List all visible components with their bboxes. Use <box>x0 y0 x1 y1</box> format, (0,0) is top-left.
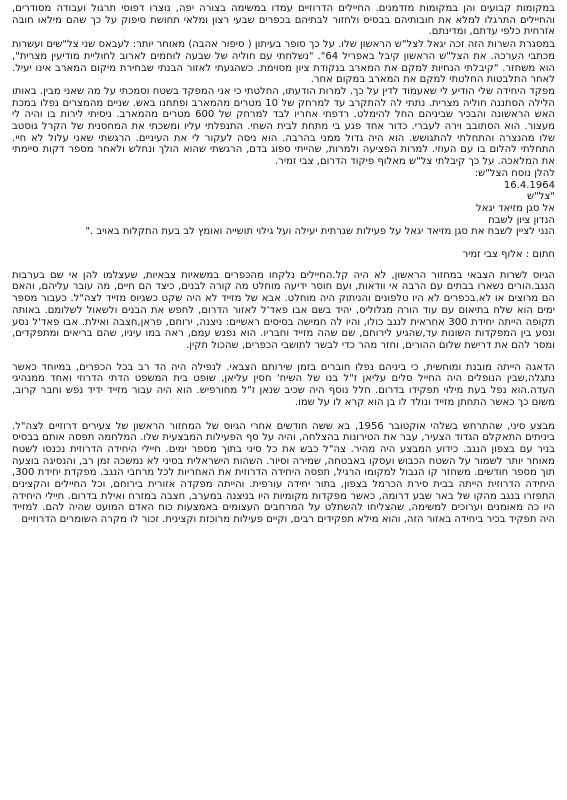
paragraph-first-citation-story: במסגרת השרות הזה זכה יגאל לצל"ש הראשון שלו. על כך סופר בעיתון ( סיפור אהבה) מאוחר יותר: לעבאס שני צל"שים ועשרות מכתבי הערכה. את הצל"ש הראשון קיבל באפריל 64". "נשלחתי עם חוליה של שבעה לוחמים לארוב לחוליית מודיעין מצרית", הוא משחזר. "קיבלתי הנחיות למקם את המארב בנקודת ציון מסוימת. כשהגעתי לאזור הבנתי שבחירת מיקום המארב אינו יעיל. לאחר התלבטות החלטתי למקם את המארב במקום אחר. <box>12 39 555 86</box>
paragraph-training: במקומות קבועים והן במקומות מזדמנים. החיילים הדרוזיים עמדו במשימה בצורה יפה, נוצרו דפוסי תרגול ועבודה מסודרים, והחיילים התרגלו למלא את חובותיהם בבסיס ולחזור לבתיהם בכפרים שבעי רצון ומלאי תחושת סיפוק על כך שהם מילאו חובה אזרחית כלפי עדתם, ומדינתם. <box>12 3 555 38</box>
paragraph-fallen-soldiers: הדאגה הייתה מובנת ומוחשית, כי ביניהם נפלו חוברים בזמן שירותם הצבאי. לנפילה היה הד רב בכל הכפרים, במיוחד כאשר נתגלה,שבין הנופלים היה החייל סלים עליאן ז"ל בנו של השיח' חסין עליאן, שופט בית המשפט הדתי הדרוזי ואחד ממנהיגי העדה.הוא נפל בעת מילוי תפקידו בדרום. חלל נוסף היה שכיב שנאן ז"ל מחורפיש. הוא היה עבור מזייד ידיד נפש וחבר קרוב, משום כך כאשר התחתן מזייד ונולד לו בן הוא קרא לו על שמו. <box>12 361 555 408</box>
citation-text <box>12 168 555 238</box>
citation-subject: הנדון ציון לשבח <box>488 214 555 226</box>
citation-date: 16.4.1964 <box>503 179 555 191</box>
paragraph-sinai-campaign: מבצע סיני, שהתרחש בשלהי אוקטובר 1956, בא ששה חודשים אחרי הגיוס של המחזור הראשון של צעירים דרוזיים לצה"ל. ביניתים התאקלם הגדוד הצעיר, עבר את הטירונות בהצלחה, והיה על סף הפעילות המבצעית שלו. המלחמה תפסה אותם בבסיס בניר עם בצפון הנגב. כידוע המבצע היה מהיר. צה"ל כבש את כל סיני בתוך מספר ימים. חיילי היחידה הדרוזית נכנסו לשטח מאוחר יותר לשמור על השטח הכבוש ועסקו באבטחה, שמירה וסיור. השהות הישראלית בסיני לא נמשכה זמן רב, והנסיגה בוצעה תוך מספר חודשים. משחזר קו הגבול למקומו הרגיל, תפסה היחידה הדרוזית את האחריות לכל מרחבי הנגב. מפקדת יחידת 300, היחידה הדרוזית הייתה בבית סירת הכרמל בצפון, בתור יחידה עורפית. והייתה מפקדה אזורית בירוחם, וכל החיילים והקצינים התפזרו בנגב מהקו של באר שבע דרומה, כאשר מפקדות מקומיות היו בניצנה במערב, חצבה במזרח ואילת בדרום. חיילי היחידה היו כה מאומנים וערוכים למשימה, שהצליחו להשתלט על המרחבים העצומים באמצעות כוח האדם המועט שהיה להם. למזייד היה תפקיד בכיר ביחידה באזור הזה, והוא מילא תפקידים רבים, וקיים פעילות מרוכזת וקצינית. זכור לו מקרה השומרים הדרוזיים <box>12 420 555 526</box>
paragraph-first-draft: הגיוס לשרות הצבאי במחזור הראשון, לא היה קל.החיילים נלקחו מהכפרים במשאיות צבאיות, שעצלמו להן אי שם בערבות הנגב.הורים נשארו בבתים עם הרבה אי וודאות, ועם חוסר ידיעה מוחלט מה קורה לבנים, כיצד הם חיים, מה עובר עליהם, והאם הם מרוצים או לא.בכפרים לא היו טלפונים והניתוק היה מוחלט. אבא של מזייד לא היה שקט כשגיוס מזייד לצה"ל. כעבור מספר ימים הוא שלח בתיאום עם עוד הורה מגלוליס, יהיד בשם אבו פאד'ל לאזור הדרום, לחפש את הבנים ולשאול לשלומם. באותה תקופה הייתה יחידת 300 אחראית לנגב כולו, והיו לה חמישה בסיסים ראשיים: ניצנה, ירוחם, פראן,חצבה ואילת. אבו פאד'ל נסע ונסע בין המפקדות השונות עד,שהגיע לירוחם, שם שהה מזייד וחבריו. הוא נפגש עמם, ראה במו עיניו, שהם בריאים ומתפקדים, ומסר להם את דרישת שלום ההורים, וחזר מהר כדי לבשר לתושבי הכפרים, שהכול תקין. <box>12 269 555 351</box>
paragraph-ambush-account: מפקד היחידה שלי הודיע לי שאעמוד לדין על כך. למרות הודעתו, החלטתי כי אני המפקד בשטח וסמכתי על מה שאני מבין. באותו הלילה הסתננה חוליה מצרית. נתתי לה להתקרב עד למרחק של 10 מטרים מהמארב ופתחנו באש. שניים מהמצרים נפלו במכת האש הראשונה והבכיר שביניהם החל להימלט. רדפתי אחריו לבד למרחק של 600 מטרים מהמארב. ניסיתי לירות בו והיה לי מעצור. הוא הסתובב וירה לעברי. כדור אחד פגע בי מתחת לבית השחי. התנפלתי עליו ומשכתי את המחסנית של הקרל גוסטב שלו מהנצרה והתחלתי להתגושש. הוא היה גדול ממני בהרבה. הוא ניסה לעקור לי את העיניים. הרגשתי שאני עלול לא חיי. התחלתי להלום בו עם העוזי. למרות הפציעה ולמרות, שהייתי ספוג בדם, הרגשתי שהוא הולך ונחלש ולאחר מספר דקות סיימתי את המלאכה. על כך קיבלתי צל"ש מאלוף פיקוד הדרום, צבי זמיר. <box>12 85 555 168</box>
citation-heading: "צל"ש <box>526 191 555 203</box>
citation-signature: חתום : אלוף צבי זמיר <box>462 249 555 261</box>
citation-body: הנני לציין לשבח את סגן מזיאד יגאל על פעילות שגרתית יעילה ועל גילוי תושייה ואומץ לב בעת התקלות באויב ." <box>85 226 555 238</box>
citation-addressee: אל סגן מזיאד יגאל <box>476 202 555 214</box>
citation-intro: להלן נוסח הצל"ש: <box>474 167 555 179</box>
